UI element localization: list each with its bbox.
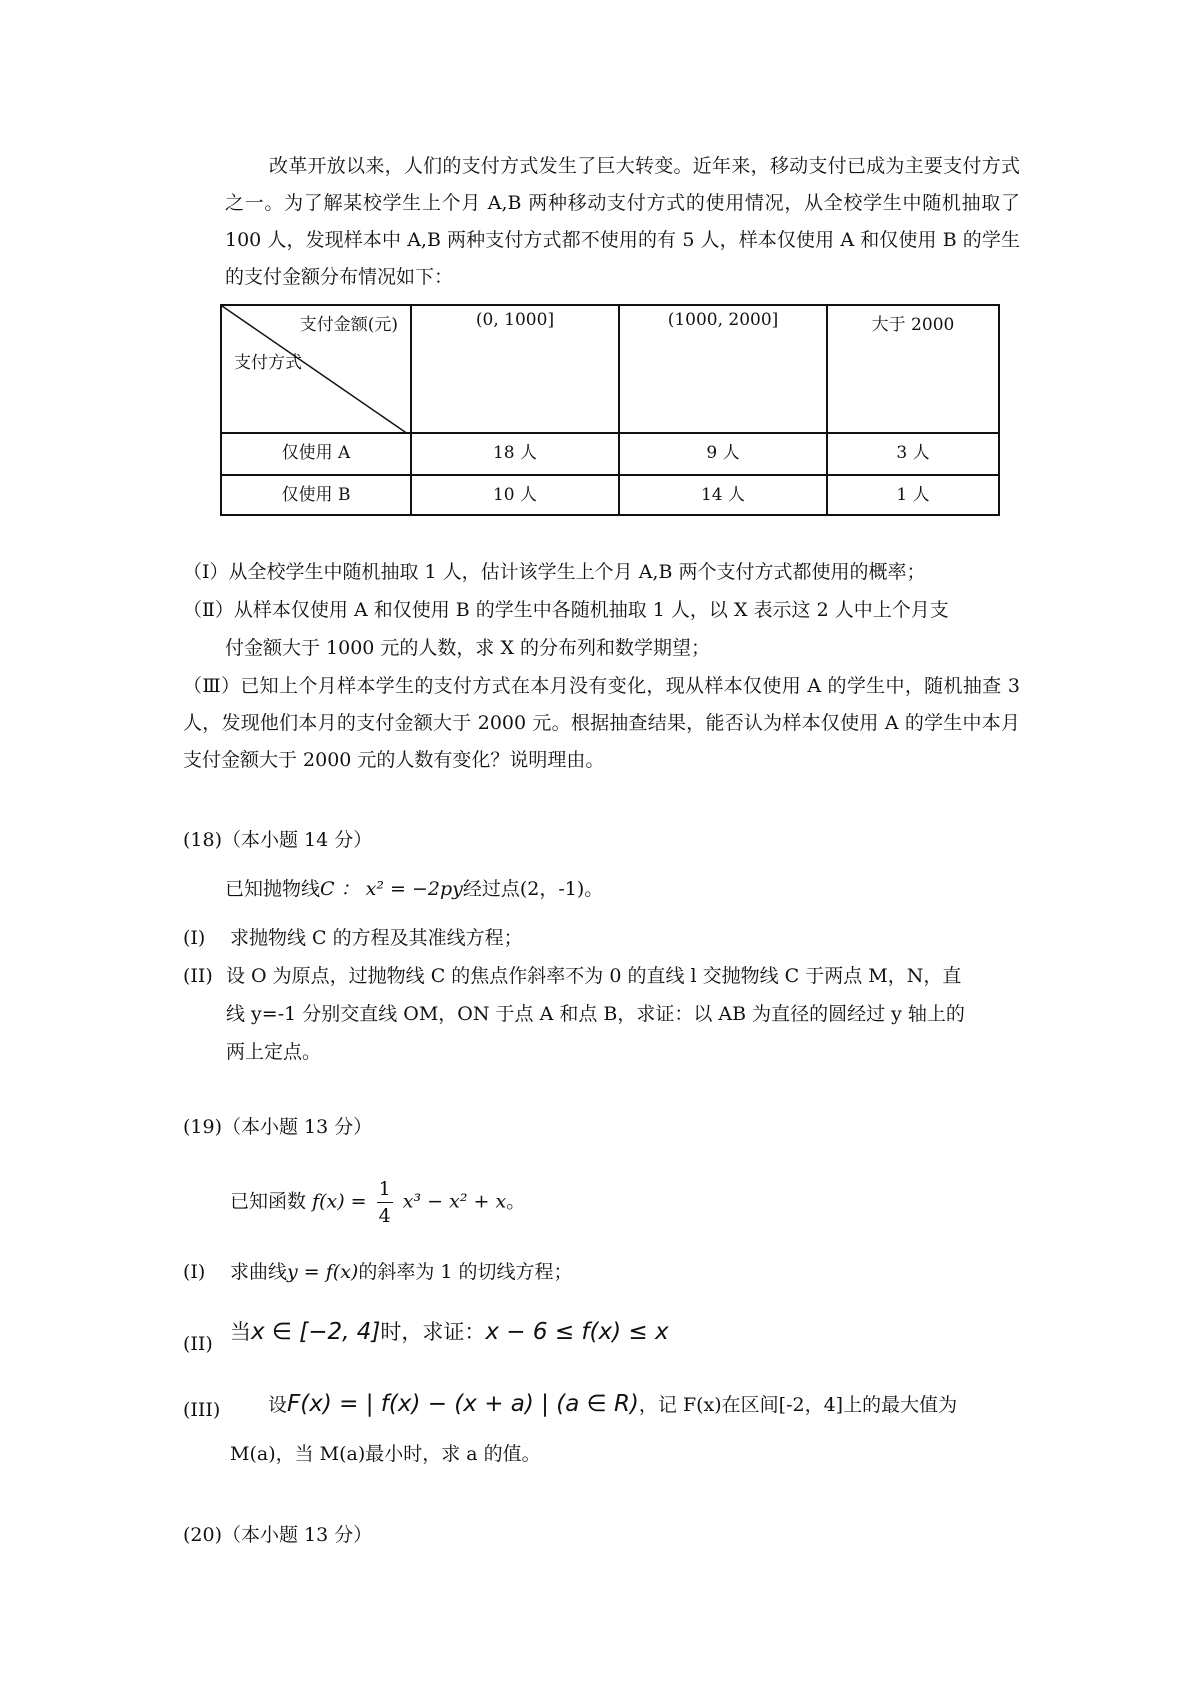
column-header: (0, 1000] [411, 305, 619, 433]
payment-distribution-table [220, 304, 1000, 516]
q19-function-rhs: x³ − x² + x [402, 1190, 507, 1213]
q20-header: (20)（本小题 13 分） [183, 1524, 373, 1546]
table-row [221, 433, 999, 475]
q18-part-1-num: (I) [183, 927, 206, 949]
row-label: 仅使用 A [221, 433, 411, 475]
q19-interval: x ∈ [−2, 4] [251, 1319, 381, 1345]
table-corner-cell [221, 305, 411, 433]
q19-stem-prefix: 已知函数 [230, 1190, 307, 1213]
table-cell: 3 人 [827, 433, 999, 475]
q19-fraction [377, 1176, 393, 1229]
q19-part-3-prefix: 设 [268, 1394, 288, 1416]
column-header: (1000, 2000] [619, 305, 827, 433]
q19-curve-equation: y = f(x) [287, 1261, 359, 1283]
q19-part-3-line-1 [268, 1390, 957, 1419]
corner-top-label: 支付金额(元) [299, 315, 398, 335]
table-cell: 10 人 [411, 475, 619, 515]
table-row [221, 475, 999, 515]
table-cell: 14 人 [619, 475, 827, 515]
fraction-denominator: 4 [378, 1205, 391, 1227]
table-cell: 9 人 [619, 433, 827, 475]
q19-part-3-suffix: ，记 F(x)在区间[-2，4]上的最大值为 [638, 1394, 958, 1416]
q17-part-2-line-1: （Ⅱ）从样本仅使用 A 和仅使用 B 的学生中各随机抽取 1 人，以 X 表示这 2 人中上个月支 [183, 599, 949, 621]
q18-stem-prefix: 已知抛物线 [225, 878, 321, 900]
q19-part-1-suffix: 的斜率为 1 的切线方程； [358, 1261, 573, 1283]
q19-function-lhs: f(x) = [312, 1190, 367, 1213]
q18-stem-suffix: 经过点(2，-1)。 [462, 878, 604, 900]
q19-part-3-num: (III) [183, 1399, 221, 1421]
q19-header: (19)（本小题 13 分） [183, 1116, 373, 1138]
q19-part-2-prefix: 当 [230, 1320, 251, 1344]
q19-stem [230, 1176, 525, 1229]
fraction-numerator: 1 [377, 1176, 393, 1203]
q17-part-3: （Ⅲ）已知上个月样本学生的支付方式在本月没有变化，现从样本仅使用 A 的学生中，随机抽查 3 人，发现他们本月的支付金额大于 2000 元。根据抽查结果，能否认为样本仅使用 A 的学生中本月支付金额大于 2000 元的人数有变化？说明理由。 [183, 675, 1020, 771]
q19-part-1 [230, 1258, 573, 1286]
q19-part-2-mid: 时，求证： [380, 1320, 486, 1344]
q19-part-1-prefix: 求曲线 [230, 1261, 288, 1283]
corner-bottom-label: 支付方式 [234, 353, 302, 373]
q19-inequality: x − 6 ≤ f(x) ≤ x [485, 1319, 669, 1345]
q18-parabola-equation: C ： x² = −2py [320, 878, 463, 900]
q19-part-2-num: (II) [183, 1333, 213, 1355]
table-cell: 18 人 [411, 433, 619, 475]
q19-stem-end: 。 [506, 1190, 526, 1213]
q19-F-definition: F(x) = | f(x) − (x + a) | (a ∈ R) [287, 1391, 639, 1417]
q18-part-1: 求抛物线 C 的方程及其准线方程； [230, 927, 523, 949]
q17-part-2-line-2: 付金额大于 1000 元的人数，求 X 的分布列和数学期望； [225, 637, 711, 659]
q17-part-1: （Ⅰ）从全校学生中随机抽取 1 人，估计该学生上个月 A,B 两个支付方式都使用的概率； [183, 561, 926, 583]
q18-part-2-line-2: 线 y=-1 分别交直线 OM，ON 于点 A 和点 B，求证：以 AB 为直径的圆经过 y 轴上的 [226, 1003, 965, 1025]
q18-stem [225, 875, 603, 903]
q19-part-2 [230, 1318, 669, 1347]
table-cell: 1 人 [827, 475, 999, 515]
q18-part-2-line-3: 两上定点。 [226, 1041, 322, 1063]
intro-paragraph: 改革开放以来，人们的支付方式发生了巨大转变。近年来，移动支付已成为主要支付方式之一。为了解某校学生上个月 A,B 两种移动支付方式的使用情况，从全校学生中随机抽取了 100 人，发现样本中 A,B 两种支付方式都不使用的有 5 人，样本仅使用 A 和仅使用 B 的学生的支付金额分布情况如下： [225, 155, 1020, 288]
q19-part-3-line-2: M(a)，当 M(a)最小时，求 a 的值。 [230, 1443, 541, 1465]
q18-header: (18)（本小题 14 分） [183, 829, 373, 851]
row-label: 仅使用 B [221, 475, 411, 515]
q18-part-2-line-1: 设 O 为原点，过抛物线 C 的焦点作斜率不为 0 的直线 l 交抛物线 C 于两点 M，N，直 [226, 965, 962, 987]
q19-part-1-num: (I) [183, 1261, 206, 1283]
q18-part-2-num: (II) [183, 965, 213, 987]
column-header: 大于 2000 [827, 305, 999, 433]
